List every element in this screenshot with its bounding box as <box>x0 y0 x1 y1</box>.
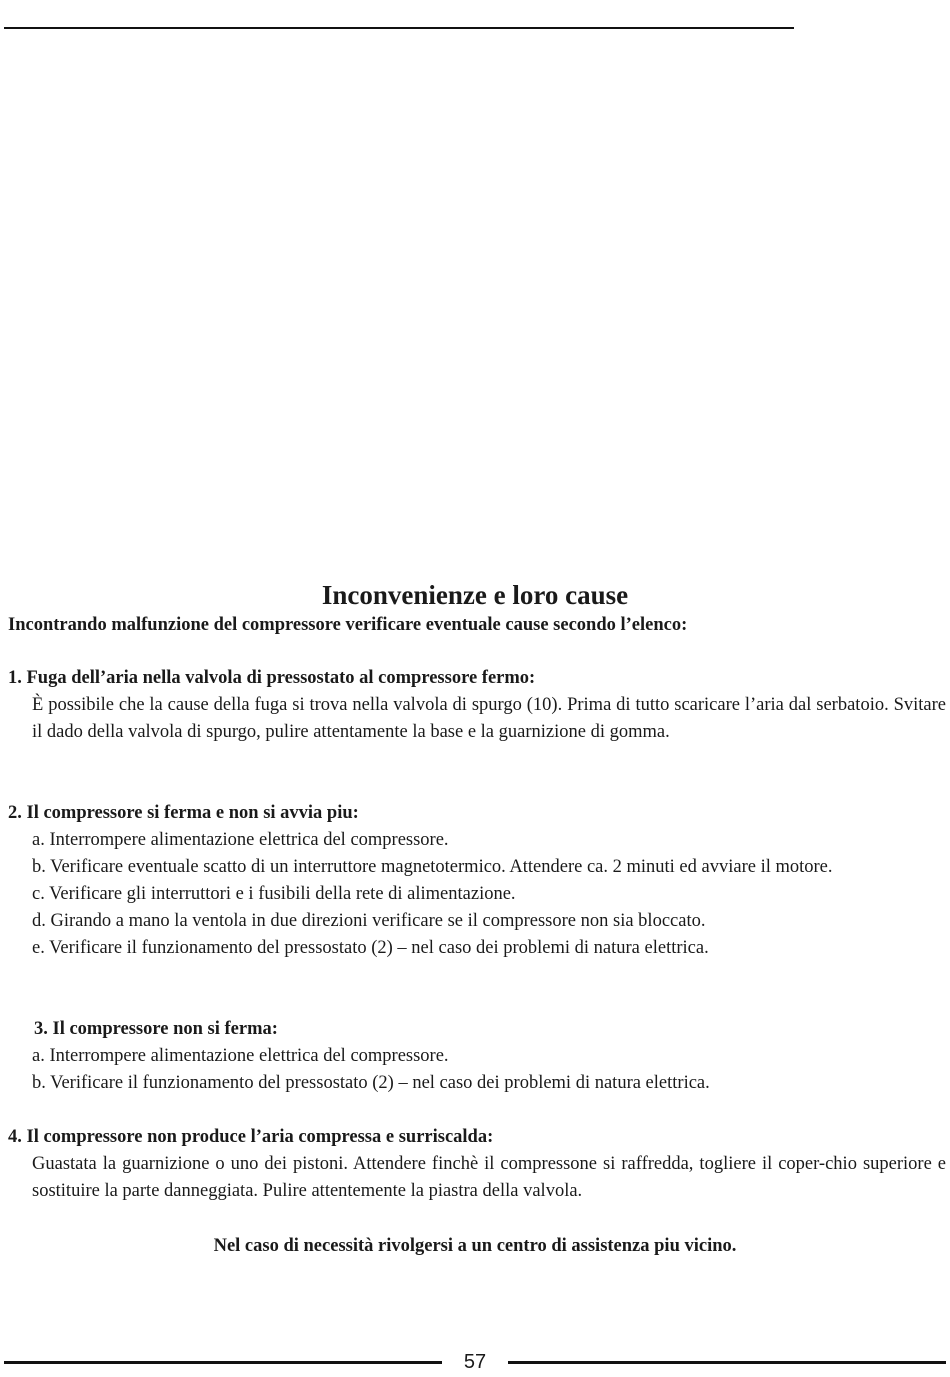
section-2 <box>8 800 946 962</box>
header-rule <box>4 27 794 29</box>
section-1-heading: 1. Fuga dell’aria nella valvola di pressostato al compressore fermo: <box>8 668 536 688</box>
footer-rule-left <box>4 1361 442 1364</box>
section-1 <box>8 665 946 746</box>
section-3 <box>8 1016 946 1097</box>
section-3-heading: 3. Il compressore non si ferma: <box>34 1019 278 1039</box>
section-4 <box>8 1124 946 1205</box>
section-2-item-e: e. Verificare il funzionamento del pressostato (2) – nel caso dei problemi di natura elettrica. <box>32 938 709 958</box>
section-2-heading: 2. Il compressore si ferma e non si avvia piu: <box>8 803 359 823</box>
footer-rule-right <box>508 1361 946 1364</box>
section-1-text: È possibile che la cause della fuga si trova nella valvola di spurgo (10). Prima di tutto scaricare l’aria dal serbatoio. Svitare il dado della valvola di spurgo, pulire attentamente la base e la guarnizione di gomma. <box>32 695 946 742</box>
section-3-item-a: a. Interrompere alimentazione elettrica del compressore. <box>32 1046 449 1066</box>
section-3-item-b: b. Verificare il funzionamento del pressostato (2) – nel caso dei problemi di natura elettrica. <box>32 1073 710 1093</box>
page-number: 57 <box>463 1351 487 1373</box>
section-2-item-c: c. Verificare gli interruttori e i fusibili della rete di alimentazione. <box>32 884 516 904</box>
page-title: Inconvenienze e loro cause <box>321 580 629 610</box>
section-4-text: Guastata la guarnizione o uno dei pistoni. Attendere finchè il compressone si raffredda, togliere il coper-chio superiore e sostituire la parte danneggiata. Pulire attentemente la piastra della valvola. <box>32 1154 946 1201</box>
section-2-item-d: d. Girando a mano la ventola in due direzioni verificare se il compressore non sia bloccato. <box>32 911 706 931</box>
section-2-item-b: b. Verificare eventuale scatto di un interruttore magnetotermico. Attendere ca. 2 minuti ed avviare il motore. <box>32 857 833 877</box>
intro-text: Incontrando malfunzione del compressore verificare eventuale cause secondo l’elenco: <box>8 615 688 635</box>
section-4-heading: 4. Il compressore non produce l’aria compressa e surriscalda: <box>8 1127 494 1147</box>
closing-note: Nel caso di necessità rivolgersi a un centro di assistenza piu vicino. <box>213 1236 737 1256</box>
section-2-item-a: a. Interrompere alimentazione elettrica del compressore. <box>32 830 449 850</box>
